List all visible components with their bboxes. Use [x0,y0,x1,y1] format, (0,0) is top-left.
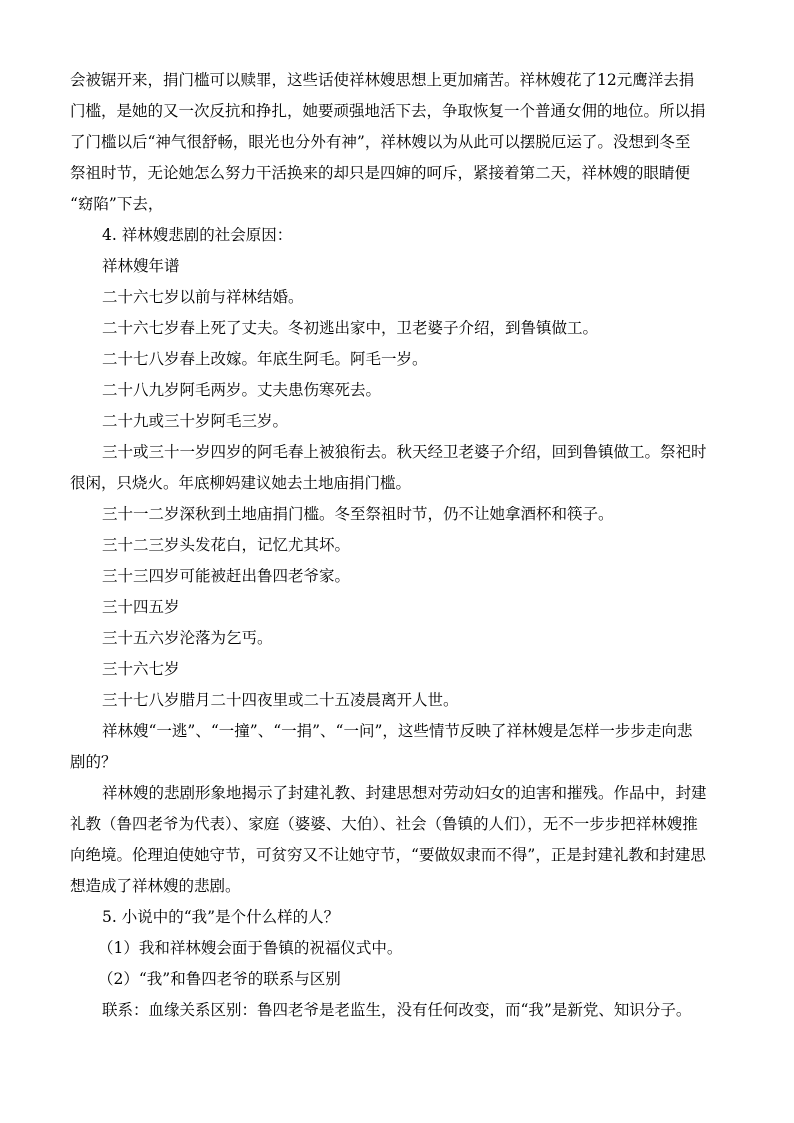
list-item: （1）我和祥林嫂会面于鲁镇的祝福仪式中。 [98,939,403,957]
timeline-entry: 二十九或三十岁阿毛三岁。 [102,412,289,430]
paragraph-line: 礼教（鲁四老爷为代表）、家庭（婆婆、大伯）、社会（鲁镇的人们），无不一步步把祥林嫂推 [70,815,698,833]
timeline-entry: 三十七八岁腊月二十四夜里或二十五凌晨离开人世。 [102,691,459,709]
paragraph-line: 联系：血缘关系区别：鲁四老爷是老监生，没有任何改变，而“我”是新党、知识分子。 [102,1001,692,1019]
timeline-entry: 二十八九岁阿毛两岁。丈夫患伤寒死去。 [102,381,382,399]
timeline-entry: 三十四五岁 [102,598,180,616]
paragraph-line: 祭祖时节，无论她怎么努力干活换来的却只是四婶的呵斥，紧接着第二天，祥林嫂的眼睛便 [70,164,691,182]
timeline-entry: 三十五六岁沦落为乞丐。 [102,629,273,647]
timeline-entry: 二十七八岁春上改嫁。年底生阿毛。阿毛一岁。 [102,350,428,368]
timeline-entry: 三十三四岁可能被赶出鲁四老爷家。 [102,567,351,585]
timeline-entry: 二十六七岁春上死了丈夫。冬初逃出家中，卫老婆子介绍，到鲁镇做工。 [102,319,599,337]
timeline-entry: 三十二三岁头发花白，记忆尤其坏。 [102,536,351,554]
paragraph-line: 祥林嫂“一逃”、“一撞”、“一捐”、“一问”，这些情节反映了祥林嫂是怎样一步步走向悲 [102,722,693,740]
paragraph-line: 向绝境。伦理迫使她守节，可贫穷又不让她守节，“要做奴隶而不得”，正是封建礼教和封建思 [70,846,706,864]
section-heading: 4. 祥林嫂悲剧的社会原因： [102,226,293,244]
timeline-entry-continuation: 很闲，只烧火。年底柳妈建议她去土地庙捐门槛。 [70,474,412,492]
list-item: （2）“我”和鲁四老爷的联系与区别 [98,970,341,988]
paragraph-line: “窈陷”下去， [70,195,164,213]
paragraph-line: 剧的？ [70,753,117,771]
paragraph-line: 想造成了祥林嫂的悲剧。 [70,877,241,895]
paragraph-line: 会被锯开来，捐门槛可以赎罪，这些话使祥林嫂思想上更加痛苦。祥林嫂花了12元鹰洋去捐 [70,71,695,89]
timeline-entry: 二十六七岁以前与祥林结婚。 [102,288,304,306]
section-heading: 5. 小说中的“我”是个什么样的人？ [102,908,340,926]
timeline-entry: 三十一二岁深秋到土地庙捐门槛。冬至祭祖时节，仍不让她拿酒杯和筷子。 [102,505,614,523]
paragraph-line: 祥林嫂的悲剧形象地揭示了封建礼教、封建思想对劳动妇女的迫害和摧残。作品中，封建 [102,784,707,802]
timeline-entry: 三十或三十一岁四岁的阿毛春上被狼衔去。秋天经卫老婆子介绍，回到鲁镇做工。祭祀时 [102,443,707,461]
subsection-title: 祥林嫂年谱 [102,257,180,275]
paragraph-line: 门槛，是她的又一次反抗和挣扎，她要顽强地活下去，争取恢复一个普通女佣的地位。所以捐 [70,102,706,120]
timeline-entry: 三十六七岁 [102,660,180,678]
paragraph-line: 了门槛以后“神气很舒畅，眼光也分外有神”，祥林嫂以为从此可以摆脱厄运了。没想到冬至 [70,133,691,151]
